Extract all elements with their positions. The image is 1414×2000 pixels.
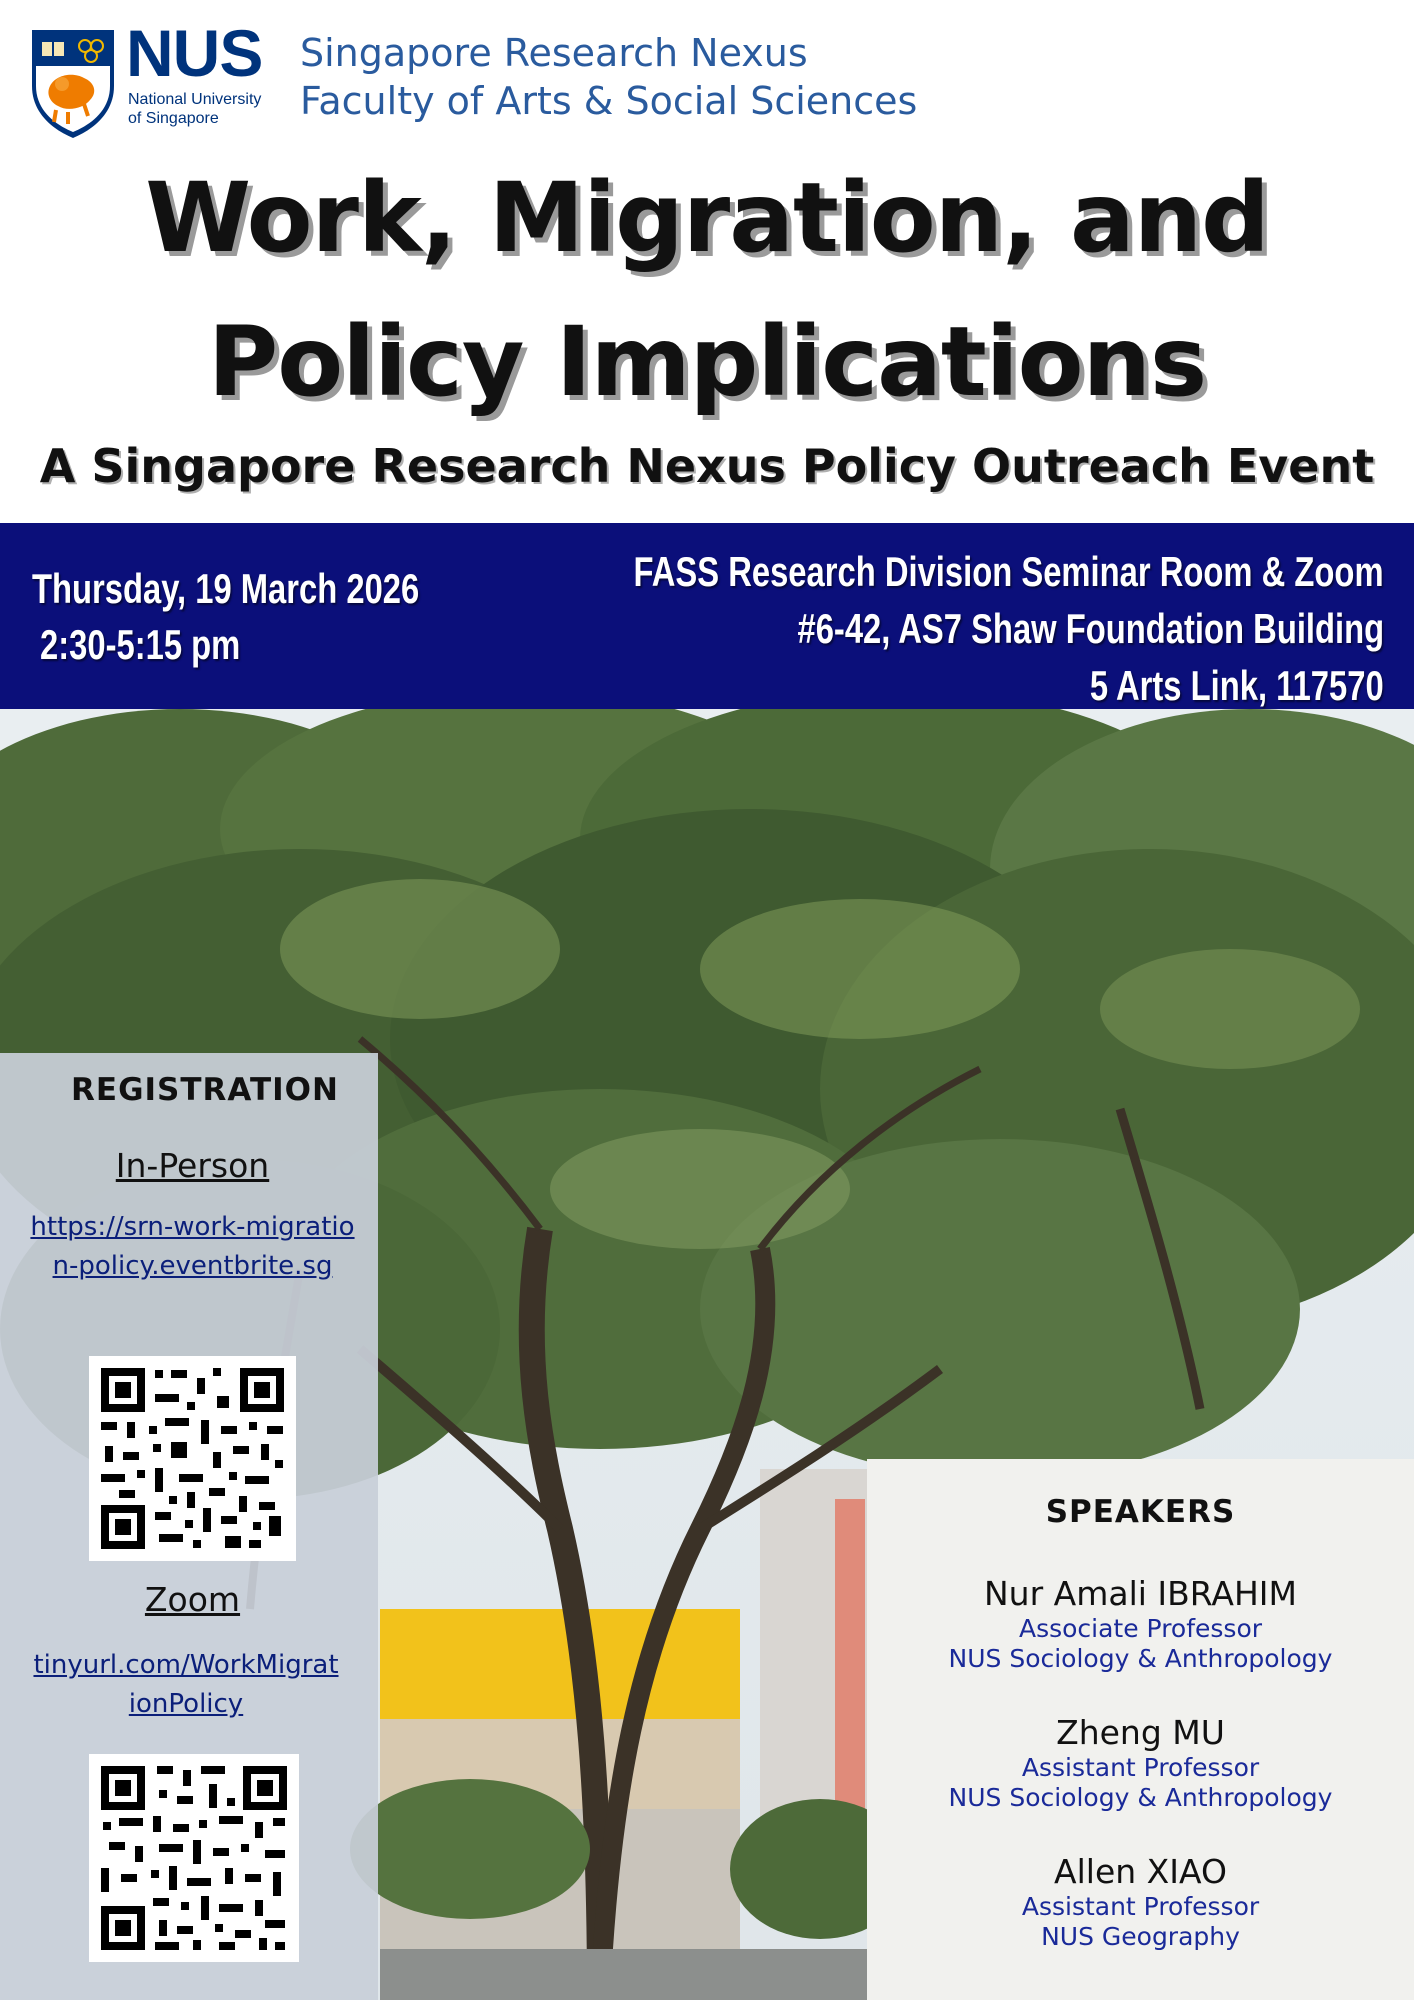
event-title-line2: Policy Implications	[207, 306, 1207, 418]
org-name-line1: Singapore Research Nexus	[300, 31, 808, 75]
speaker-position: Associate Professor	[1018, 1614, 1263, 1643]
nus-wordmark: NUS	[126, 16, 263, 90]
in-person-label: In-Person	[115, 1146, 270, 1185]
venue-line1: FASS Research Division Seminar Room & Zoom	[633, 548, 1384, 595]
qr-code-icon	[89, 1754, 299, 1962]
registration-heading: REGISTRATION	[71, 1072, 339, 1108]
nus-logo	[28, 16, 278, 140]
event-time: 2:30-5:15 pm	[40, 621, 241, 668]
zoom-label: Zoom	[144, 1580, 241, 1619]
speaker-card	[867, 1852, 1414, 1952]
in-person-registration-link[interactable]: https://srn-work-migration-policy.eventbrite.sg	[30, 1212, 355, 1281]
speaker-department: NUS Geography	[1041, 1922, 1240, 1951]
speakers-heading: SPEAKERS	[1045, 1494, 1236, 1530]
nus-crest-icon	[28, 26, 118, 140]
speaker-department: NUS Sociology & Anthropology	[948, 1783, 1333, 1812]
venue-line3: 5 Arts Link, 117570	[1090, 662, 1384, 709]
event-title-line1: Work, Migration, and	[145, 162, 1269, 274]
speaker-position: Assistant Professor	[1021, 1892, 1260, 1921]
speaker-name: Nur Amali IBRAHIM	[984, 1574, 1297, 1613]
speaker-department: NUS Sociology & Anthropology	[948, 1644, 1333, 1673]
speaker-name: Allen XIAO	[1054, 1852, 1227, 1891]
speaker-name: Zheng MU	[1056, 1713, 1225, 1752]
nus-subtext-line1: National University	[128, 91, 262, 108]
speaker-card	[867, 1713, 1414, 1813]
zoom-registration-link[interactable]: tinyurl.com/WorkMigrationPolicy	[33, 1650, 339, 1719]
venue-line2: #6-42, AS7 Shaw Foundation Building	[797, 605, 1384, 652]
qr-code-icon	[89, 1356, 296, 1561]
org-name-line2: Faculty of Arts & Social Sciences	[300, 79, 918, 123]
event-subtitle: A Singapore Research Nexus Policy Outreach Event	[39, 439, 1375, 493]
nus-subtext-line2: of Singapore	[128, 110, 219, 127]
event-date: Thursday, 19 March 2026	[32, 565, 420, 612]
speaker-position: Assistant Professor	[1021, 1753, 1260, 1782]
speaker-card	[867, 1574, 1414, 1674]
